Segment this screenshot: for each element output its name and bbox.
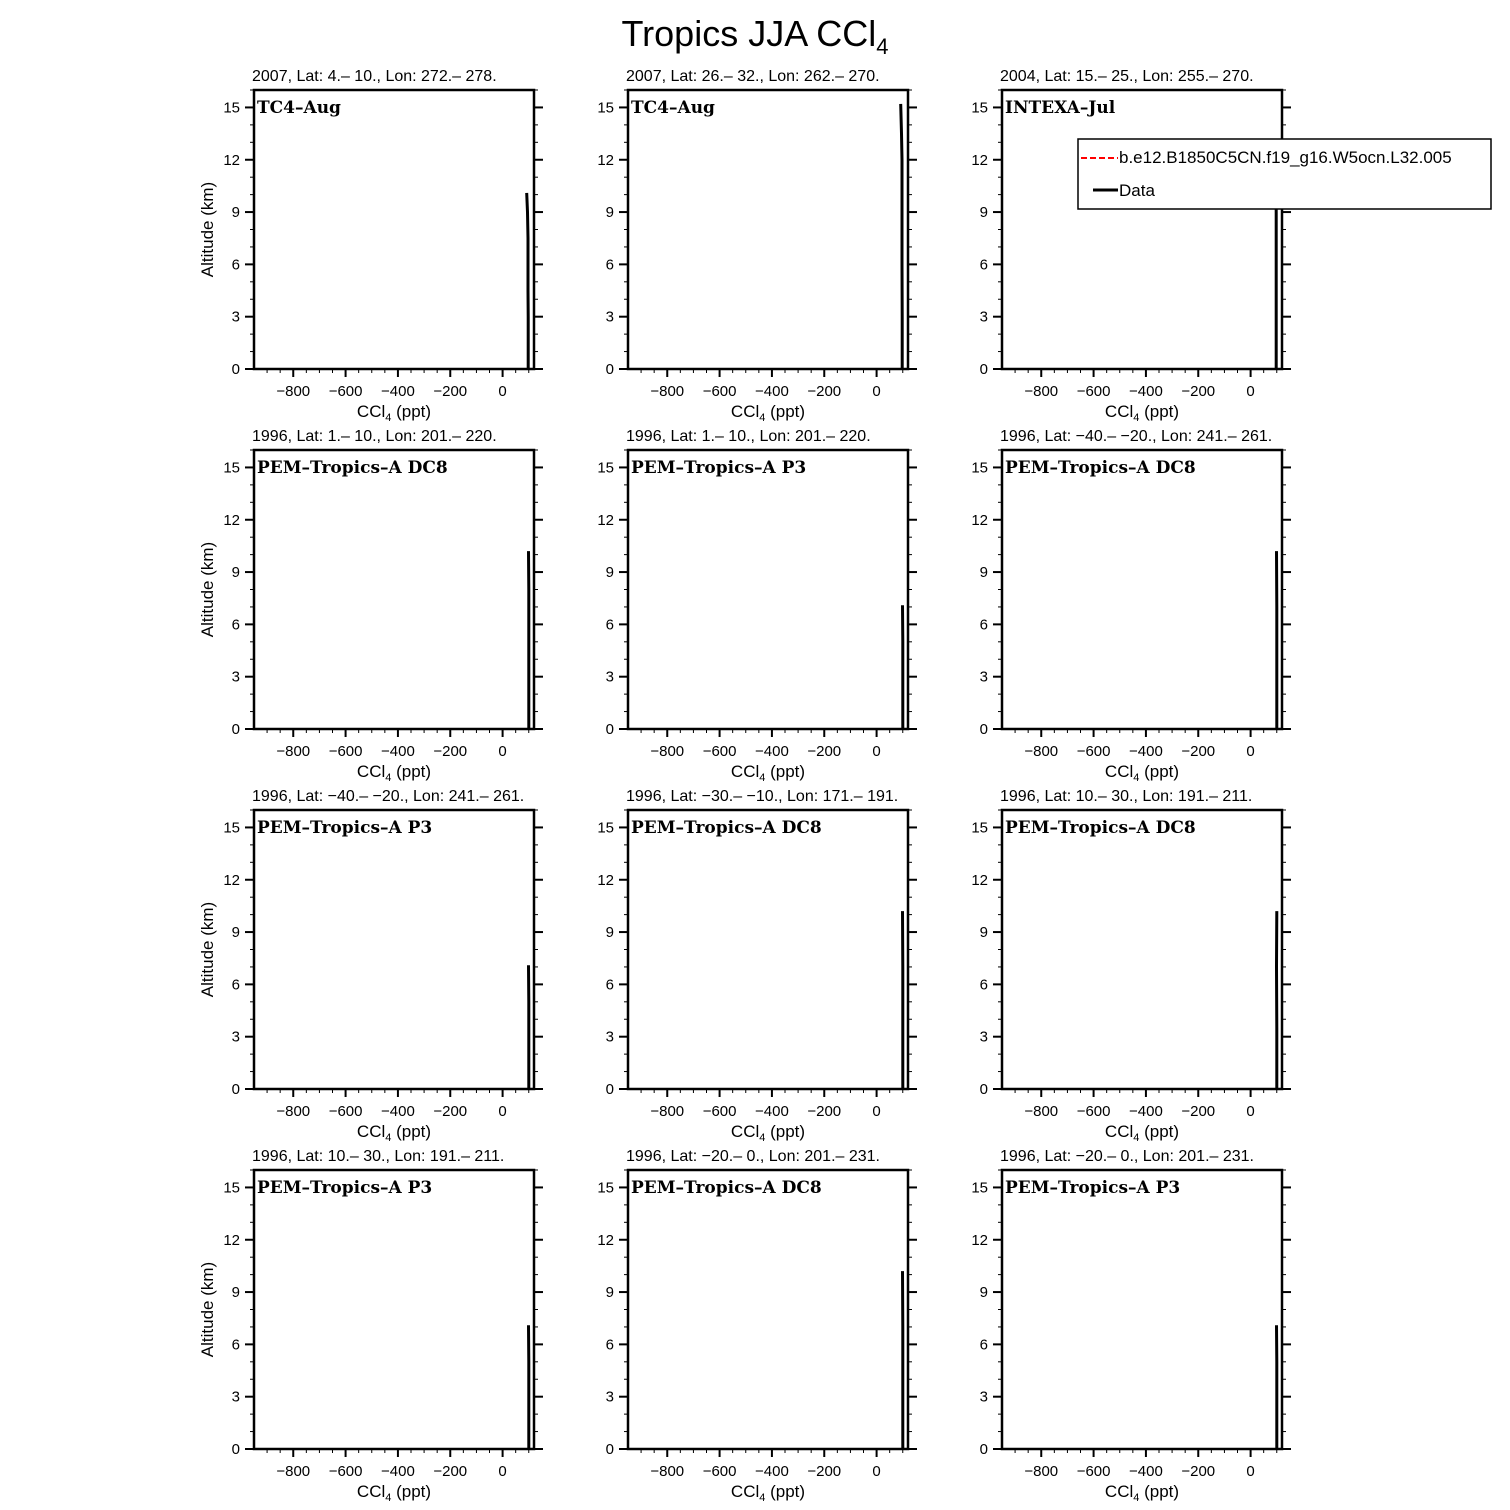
x-tick-label: −600: [1076, 383, 1111, 400]
x-tick-label: −600: [702, 1463, 737, 1480]
y-tick-label: 6: [231, 616, 240, 634]
y-tick-label: 6: [605, 1336, 614, 1354]
x-axis-label-subscript: 4: [759, 772, 766, 784]
y-tick-label: 6: [979, 1336, 988, 1354]
x-tick-label: −200: [807, 1463, 842, 1480]
y-tick-label: 12: [971, 1231, 988, 1249]
y-tick-label: 15: [597, 99, 614, 117]
y-axis-label: Altitude (km): [198, 901, 217, 998]
y-tick-label: 12: [971, 511, 988, 529]
x-axis-label-subscript: 4: [1133, 1492, 1140, 1504]
campaign-label: TC4–Aug: [631, 98, 715, 118]
y-tick-label: 3: [979, 1028, 988, 1046]
panel-header: 2007, Lat: 26.– 32., Lon: 262.– 270.: [626, 68, 880, 85]
panel-header: 1996, Lat: −20.– 0., Lon: 201.– 231.: [626, 1148, 880, 1165]
x-tick-label: −800: [276, 1103, 311, 1120]
panel-header: 1996, Lat: −40.– −20., Lon: 241.– 261.: [252, 788, 525, 805]
x-axis-label-subscript: 4: [385, 1132, 392, 1144]
x-tick-label: 0: [872, 1463, 881, 1480]
x-tick-label: −200: [1181, 1463, 1216, 1480]
y-tick-label: 12: [971, 871, 988, 889]
x-axis-label-main: CCl: [356, 1482, 386, 1501]
y-tick-label: 15: [223, 1179, 240, 1197]
y-tick-label: 3: [231, 308, 240, 326]
x-axis-label: [1105, 1482, 1179, 1504]
x-axis-label-subscript: 4: [759, 1492, 766, 1504]
x-tick-label: −800: [650, 743, 685, 760]
panel-11: [597, 1148, 917, 1504]
x-tick-label: −600: [328, 743, 363, 760]
panel-2: [597, 68, 917, 424]
x-axis-label-unit: (ppt): [1139, 762, 1180, 781]
x-tick-label: −200: [433, 383, 468, 400]
x-tick-label: −400: [1129, 383, 1163, 400]
x-tick-label: −400: [381, 1103, 415, 1120]
x-axis-label-subscript: 4: [759, 412, 766, 424]
x-axis-label-unit: (ppt): [1139, 1122, 1180, 1141]
panel-header: 1996, Lat: 1.– 10., Lon: 201.– 220.: [626, 428, 871, 445]
panel-grid: [198, 68, 1291, 1504]
campaign-label: INTEXA–Jul: [1005, 98, 1116, 118]
x-tick-label: −200: [433, 743, 468, 760]
x-axis-label: [731, 1482, 805, 1504]
x-tick-label: −600: [1076, 743, 1111, 760]
campaign-label: PEM–Tropics–A P3: [631, 458, 807, 478]
plot-frame: [1002, 1170, 1282, 1449]
x-tick-label: 0: [1246, 1463, 1255, 1480]
x-axis-label-unit: (ppt): [391, 1122, 432, 1141]
panel-6: [971, 428, 1291, 784]
x-axis-label: [731, 762, 805, 784]
panel-5: [597, 428, 917, 784]
legend: [1078, 139, 1491, 209]
y-tick-label: 0: [605, 1081, 614, 1098]
y-tick-label: 6: [231, 976, 240, 994]
y-tick-label: 0: [231, 1081, 240, 1098]
x-tick-label: −400: [755, 1463, 789, 1480]
panel-header: 2004, Lat: 15.– 25., Lon: 255.– 270.: [1000, 68, 1254, 85]
y-tick-label: 12: [223, 151, 240, 169]
y-tick-label: 6: [979, 616, 988, 634]
y-tick-label: 9: [605, 564, 614, 582]
y-tick-label: 3: [979, 1388, 988, 1406]
y-tick-label: 12: [597, 1231, 614, 1249]
campaign-label: PEM–Tropics–A DC8: [1005, 818, 1196, 838]
y-tick-label: 15: [223, 99, 240, 117]
x-tick-label: 0: [498, 743, 507, 760]
x-tick-label: −800: [1024, 1103, 1059, 1120]
x-axis-label-unit: (ppt): [765, 1122, 806, 1141]
panel-3: [971, 68, 1291, 424]
plot-frame: [628, 90, 908, 369]
x-tick-label: −400: [1129, 743, 1163, 760]
x-axis-label-main: CCl: [730, 1122, 760, 1141]
x-axis-label-unit: (ppt): [765, 762, 806, 781]
campaign-label: PEM–Tropics–A P3: [257, 1178, 433, 1198]
y-tick-label: 6: [231, 1336, 240, 1354]
x-tick-label: −400: [1129, 1103, 1163, 1120]
y-tick-label: 0: [979, 721, 988, 738]
panel-header: 1996, Lat: 1.– 10., Lon: 201.– 220.: [252, 428, 497, 445]
x-tick-label: 0: [498, 1463, 507, 1480]
y-tick-label: 3: [605, 308, 614, 326]
panel-7: [198, 788, 543, 1144]
panel-1: [198, 68, 543, 424]
data-series-line: [527, 193, 529, 369]
x-tick-label: −200: [807, 383, 842, 400]
y-tick-label: 9: [231, 204, 240, 222]
x-tick-label: −800: [1024, 743, 1059, 760]
plot-frame: [628, 450, 908, 729]
x-tick-label: −600: [702, 743, 737, 760]
y-tick-label: 0: [605, 1441, 614, 1458]
x-tick-label: −200: [433, 1463, 468, 1480]
x-tick-label: −600: [1076, 1103, 1111, 1120]
x-axis-label-main: CCl: [1104, 1482, 1134, 1501]
x-tick-label: −800: [650, 1103, 685, 1120]
y-tick-label: 9: [231, 924, 240, 942]
y-tick-label: 3: [605, 1388, 614, 1406]
x-tick-label: −400: [381, 1463, 415, 1480]
panel-header: 1996, Lat: −20.– 0., Lon: 201.– 231.: [1000, 1148, 1254, 1165]
x-tick-label: −800: [276, 743, 311, 760]
panel-12: [971, 1148, 1291, 1504]
y-tick-label: 15: [223, 459, 240, 477]
plot-frame: [1002, 450, 1282, 729]
plot-frame: [254, 450, 534, 729]
x-axis-label-main: CCl: [1104, 1122, 1134, 1141]
x-axis-label-subscript: 4: [759, 1132, 766, 1144]
y-tick-label: 6: [979, 976, 988, 994]
y-tick-label: 6: [605, 976, 614, 994]
plot-frame: [254, 810, 534, 1089]
x-axis-label-unit: (ppt): [391, 1482, 432, 1501]
x-tick-label: −400: [755, 1103, 789, 1120]
x-axis-label: [1105, 1122, 1179, 1144]
x-axis-label: [357, 402, 431, 424]
y-tick-label: 3: [231, 1388, 240, 1406]
y-tick-label: 3: [605, 668, 614, 686]
x-axis-label-subscript: 4: [1133, 1132, 1140, 1144]
y-tick-label: 9: [231, 564, 240, 582]
y-tick-label: 0: [231, 1441, 240, 1458]
x-axis-label-unit: (ppt): [391, 402, 432, 421]
x-tick-label: −400: [381, 383, 415, 400]
y-tick-label: 9: [979, 924, 988, 942]
x-axis-label: [357, 1482, 431, 1504]
y-tick-label: 3: [231, 668, 240, 686]
x-axis-label-unit: (ppt): [391, 762, 432, 781]
y-tick-label: 12: [597, 151, 614, 169]
y-tick-label: 3: [605, 1028, 614, 1046]
x-tick-label: −600: [1076, 1463, 1111, 1480]
x-tick-label: −400: [1129, 1463, 1163, 1480]
y-tick-label: 12: [223, 1231, 240, 1249]
y-tick-label: 12: [597, 871, 614, 889]
y-tick-label: 15: [597, 459, 614, 477]
x-axis-label-main: CCl: [1104, 762, 1134, 781]
y-tick-label: 9: [979, 1284, 988, 1302]
x-axis-label-subscript: 4: [385, 412, 392, 424]
panel-10: [198, 1148, 543, 1504]
x-tick-label: −400: [755, 383, 789, 400]
x-tick-label: 0: [872, 1103, 881, 1120]
x-axis-label-main: CCl: [356, 1122, 386, 1141]
panel-header: 1996, Lat: −30.– −10., Lon: 171.– 191.: [626, 788, 899, 805]
y-tick-label: 9: [605, 1284, 614, 1302]
x-axis-label-main: CCl: [730, 402, 760, 421]
panel-8: [597, 788, 917, 1144]
y-tick-label: 15: [223, 819, 240, 837]
plot-frame: [628, 1170, 908, 1449]
x-tick-label: −200: [1181, 383, 1216, 400]
plot-frame: [1002, 90, 1282, 369]
campaign-label: PEM–Tropics–A DC8: [631, 818, 822, 838]
x-tick-label: 0: [498, 1103, 507, 1120]
y-tick-label: 0: [979, 361, 988, 378]
x-tick-label: −400: [381, 743, 415, 760]
x-tick-label: −200: [1181, 1103, 1216, 1120]
y-tick-label: 0: [231, 361, 240, 378]
y-tick-label: 6: [979, 256, 988, 274]
x-axis-label: [357, 1122, 431, 1144]
x-tick-label: −800: [650, 1463, 685, 1480]
y-tick-label: 0: [605, 361, 614, 378]
x-tick-label: 0: [498, 383, 507, 400]
campaign-label: PEM–Tropics–A DC8: [257, 458, 448, 478]
x-tick-label: 0: [872, 383, 881, 400]
x-tick-label: −800: [276, 383, 311, 400]
x-axis-label-main: CCl: [356, 402, 386, 421]
x-tick-label: −800: [1024, 383, 1059, 400]
x-tick-label: 0: [872, 743, 881, 760]
plot-frame: [628, 810, 908, 1089]
y-tick-label: 0: [979, 1081, 988, 1098]
y-axis-label: Altitude (km): [198, 541, 217, 638]
x-axis-label: [1105, 402, 1179, 424]
y-tick-label: 12: [223, 871, 240, 889]
y-tick-label: 9: [979, 564, 988, 582]
x-axis-label-subscript: 4: [1133, 772, 1140, 784]
x-tick-label: −800: [276, 1463, 311, 1480]
campaign-label: PEM–Tropics–A DC8: [631, 1178, 822, 1198]
y-tick-label: 6: [605, 256, 614, 274]
y-tick-label: 0: [231, 721, 240, 738]
y-axis-label: Altitude (km): [198, 181, 217, 278]
data-series-line: [901, 104, 903, 369]
panel-header: 2007, Lat: 4.– 10., Lon: 272.– 278.: [252, 68, 497, 85]
x-tick-label: −600: [702, 1103, 737, 1120]
x-tick-label: −200: [807, 1103, 842, 1120]
x-tick-label: 0: [1246, 743, 1255, 760]
x-tick-label: −800: [650, 383, 685, 400]
x-axis-label-main: CCl: [356, 762, 386, 781]
x-tick-label: −200: [1181, 743, 1216, 760]
y-axis-label: Altitude (km): [198, 1261, 217, 1358]
plot-frame: [1002, 810, 1282, 1089]
x-tick-label: −600: [328, 1463, 363, 1480]
y-tick-label: 15: [971, 99, 988, 117]
y-tick-label: 0: [605, 721, 614, 738]
x-axis-label-unit: (ppt): [1139, 1482, 1180, 1501]
y-tick-label: 3: [231, 1028, 240, 1046]
x-axis-label: [357, 762, 431, 784]
x-axis-label-subscript: 4: [385, 772, 392, 784]
x-axis-label: [731, 402, 805, 424]
y-tick-label: 15: [971, 1179, 988, 1197]
campaign-label: PEM–Tropics–A DC8: [1005, 458, 1196, 478]
y-tick-label: 3: [979, 308, 988, 326]
x-tick-label: −600: [328, 1103, 363, 1120]
x-tick-label: −600: [702, 383, 737, 400]
panel-9: [971, 788, 1291, 1144]
panel-header: 1996, Lat: −40.– −20., Lon: 241.– 261.: [1000, 428, 1273, 445]
y-tick-label: 6: [605, 616, 614, 634]
y-tick-label: 12: [597, 511, 614, 529]
campaign-label: TC4–Aug: [257, 98, 341, 118]
figure-title-main: Tropics JJA CCl: [621, 13, 877, 54]
y-tick-label: 6: [231, 256, 240, 274]
y-tick-label: 3: [979, 668, 988, 686]
x-axis-label-unit: (ppt): [1139, 402, 1180, 421]
panel-4: [198, 428, 543, 784]
y-tick-label: 12: [971, 151, 988, 169]
campaign-label: PEM–Tropics–A P3: [1005, 1178, 1181, 1198]
x-axis-label: [1105, 762, 1179, 784]
plot-frame: [254, 90, 534, 369]
y-tick-label: 15: [971, 819, 988, 837]
panel-header: 1996, Lat: 10.– 30., Lon: 191.– 211.: [1000, 788, 1253, 805]
legend-model-label: b.e12.B1850C5CN.f19_g16.W5ocn.L32.005: [1119, 148, 1452, 167]
x-axis-label-main: CCl: [730, 762, 760, 781]
y-tick-label: 9: [979, 204, 988, 222]
plot-frame: [254, 1170, 534, 1449]
y-tick-label: 0: [979, 1441, 988, 1458]
x-tick-label: −600: [328, 383, 363, 400]
figure-title-subscript: 4: [876, 34, 889, 59]
y-tick-label: 9: [231, 1284, 240, 1302]
y-tick-label: 15: [597, 819, 614, 837]
x-tick-label: −200: [807, 743, 842, 760]
y-tick-label: 9: [605, 924, 614, 942]
y-tick-label: 15: [597, 1179, 614, 1197]
figure-title: [622, 13, 889, 59]
x-axis-label-main: CCl: [730, 1482, 760, 1501]
campaign-label: PEM–Tropics–A P3: [257, 818, 433, 838]
y-tick-label: 15: [971, 459, 988, 477]
x-axis-label: [731, 1122, 805, 1144]
x-axis-label-subscript: 4: [1133, 412, 1140, 424]
x-axis-label-unit: (ppt): [765, 1482, 806, 1501]
y-tick-label: 12: [223, 511, 240, 529]
x-axis-label-subscript: 4: [385, 1492, 392, 1504]
y-tick-label: 9: [605, 204, 614, 222]
x-tick-label: −400: [755, 743, 789, 760]
x-tick-label: 0: [1246, 1103, 1255, 1120]
x-axis-label-main: CCl: [1104, 402, 1134, 421]
x-tick-label: −200: [433, 1103, 468, 1120]
panel-header: 1996, Lat: 10.– 30., Lon: 191.– 211.: [252, 1148, 505, 1165]
x-tick-label: −800: [1024, 1463, 1059, 1480]
legend-data-label: Data: [1119, 181, 1155, 200]
x-tick-label: 0: [1246, 383, 1255, 400]
x-axis-label-unit: (ppt): [765, 402, 806, 421]
